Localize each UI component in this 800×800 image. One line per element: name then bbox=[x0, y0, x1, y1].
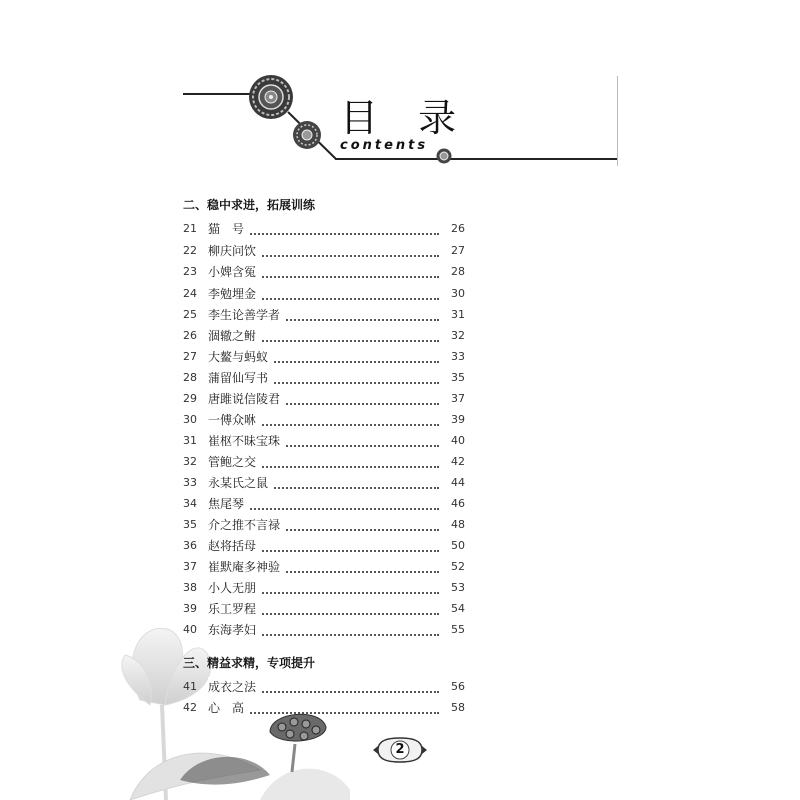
entry-number: 21 bbox=[183, 222, 197, 235]
dot-leader bbox=[243, 613, 439, 615]
toc-entry[interactable] bbox=[183, 677, 465, 697]
section-heading: 三、精益求精，专项提升 bbox=[183, 656, 316, 670]
section-heading: 二、稳中求进，拓展训练 bbox=[183, 198, 316, 212]
entry-number: 28 bbox=[183, 371, 197, 384]
entry-page: 44 bbox=[451, 476, 465, 489]
entry-title: 东海孝妇 bbox=[208, 620, 260, 640]
entry-number: 38 bbox=[183, 581, 197, 594]
entry-page: 52 bbox=[451, 560, 465, 573]
entry-page: 54 bbox=[451, 602, 465, 615]
ornament-medallion-icon bbox=[248, 74, 294, 120]
entry-title: 蒲留仙写书 bbox=[208, 368, 272, 388]
toc-entry[interactable] bbox=[183, 431, 465, 451]
entry-page: 56 bbox=[451, 680, 465, 693]
entry-number: 36 bbox=[183, 539, 197, 552]
toc-entry[interactable] bbox=[183, 698, 465, 718]
entry-page: 55 bbox=[451, 623, 465, 636]
toc-entry[interactable] bbox=[183, 241, 465, 261]
dot-leader bbox=[243, 233, 439, 235]
entry-page: 42 bbox=[451, 455, 465, 468]
entry-title: 永某氏之鼠 bbox=[208, 473, 272, 493]
dot-leader bbox=[243, 361, 439, 363]
entry-title: 小婢含冤 bbox=[208, 262, 260, 282]
entry-page: 40 bbox=[451, 434, 465, 447]
dot-leader bbox=[243, 298, 439, 300]
entry-number: 40 bbox=[183, 623, 197, 636]
dot-leader bbox=[243, 634, 439, 636]
page-number: 2 bbox=[395, 742, 405, 757]
dot-leader bbox=[243, 424, 439, 426]
entry-title: 成衣之法 bbox=[208, 677, 260, 697]
ornament-rosette-icon bbox=[292, 120, 322, 150]
entry-title: 猫 号 bbox=[208, 219, 248, 239]
entry-page: 26 bbox=[451, 222, 465, 235]
entry-title: 唐雎说信陵君 bbox=[208, 389, 284, 409]
entry-number: 27 bbox=[183, 350, 197, 363]
entry-number: 34 bbox=[183, 497, 197, 510]
toc-entry[interactable] bbox=[183, 515, 465, 535]
entry-title: 柳庆问饮 bbox=[208, 241, 260, 261]
entry-number: 33 bbox=[183, 476, 197, 489]
dot-leader bbox=[243, 276, 439, 278]
toc-entry[interactable] bbox=[183, 305, 465, 325]
entry-number: 26 bbox=[183, 329, 197, 342]
entry-number: 24 bbox=[183, 287, 197, 300]
entry-title: 大鳌与蚂蚁 bbox=[208, 347, 272, 367]
entry-title: 乐工罗程 bbox=[208, 599, 260, 619]
toc-entry[interactable] bbox=[183, 284, 465, 304]
entry-title: 一傅众咻 bbox=[208, 410, 260, 430]
entry-title: 李生论善学者 bbox=[208, 305, 284, 325]
dot-leader bbox=[243, 255, 439, 257]
toc-entry[interactable] bbox=[183, 262, 465, 282]
entry-number: 41 bbox=[183, 680, 197, 693]
ornament-dot-icon bbox=[436, 148, 452, 164]
entry-number: 23 bbox=[183, 265, 197, 278]
entry-page: 35 bbox=[451, 371, 465, 384]
entry-page: 46 bbox=[451, 497, 465, 510]
entry-page: 53 bbox=[451, 581, 465, 594]
entry-page: 33 bbox=[451, 350, 465, 363]
dot-leader bbox=[243, 592, 439, 594]
toc-entry[interactable] bbox=[183, 410, 465, 430]
entry-page: 32 bbox=[451, 329, 465, 342]
dot-leader bbox=[243, 340, 439, 342]
dot-leader bbox=[243, 712, 439, 714]
entry-page: 30 bbox=[451, 287, 465, 300]
entry-number: 31 bbox=[183, 434, 197, 447]
entry-number: 39 bbox=[183, 602, 197, 615]
toc-entry[interactable] bbox=[183, 536, 465, 556]
entry-page: 39 bbox=[451, 413, 465, 426]
entry-page: 27 bbox=[451, 244, 465, 257]
dot-leader bbox=[243, 550, 439, 552]
entry-title: 心 高 bbox=[208, 698, 248, 718]
toc-entry[interactable] bbox=[183, 473, 465, 493]
entry-title: 小人无朋 bbox=[208, 578, 260, 598]
entry-number: 29 bbox=[183, 392, 197, 405]
entry-title: 赵将括母 bbox=[208, 536, 260, 556]
entry-number: 37 bbox=[183, 560, 197, 573]
entry-page: 48 bbox=[451, 518, 465, 531]
toc-entry[interactable] bbox=[183, 347, 465, 367]
page-title: 目 录 bbox=[340, 96, 471, 140]
entry-page: 37 bbox=[451, 392, 465, 405]
entry-number: 25 bbox=[183, 308, 197, 321]
entry-title: 崔枢不昧宝珠 bbox=[208, 431, 284, 451]
entry-title: 焦尾琴 bbox=[208, 494, 248, 514]
dot-leader bbox=[243, 466, 439, 468]
dot-leader bbox=[243, 508, 439, 510]
entry-title: 涸辙之鲋 bbox=[208, 326, 260, 346]
toc-entry[interactable] bbox=[183, 557, 465, 577]
entry-page: 58 bbox=[451, 701, 465, 714]
toc-entry[interactable] bbox=[183, 452, 465, 472]
toc-entry[interactable] bbox=[183, 368, 465, 388]
toc-entry[interactable] bbox=[183, 578, 465, 598]
toc-entry[interactable] bbox=[183, 389, 465, 409]
entry-title: 李勉埋金 bbox=[208, 284, 260, 304]
entry-number: 32 bbox=[183, 455, 197, 468]
entry-page: 28 bbox=[451, 265, 465, 278]
entry-number: 22 bbox=[183, 244, 197, 257]
entry-number: 30 bbox=[183, 413, 197, 426]
entry-page: 50 bbox=[451, 539, 465, 552]
toc-entry[interactable] bbox=[183, 326, 465, 346]
toc-entry[interactable] bbox=[183, 494, 465, 514]
entry-page: 31 bbox=[451, 308, 465, 321]
dot-leader bbox=[243, 382, 439, 384]
page-subtitle: contents bbox=[340, 138, 429, 153]
entry-title: 管鲍之交 bbox=[208, 452, 260, 472]
toc-entry[interactable] bbox=[183, 219, 465, 239]
dot-leader bbox=[243, 691, 439, 693]
entry-number: 42 bbox=[183, 701, 197, 714]
entry-title: 崔默庵多神验 bbox=[208, 557, 284, 577]
entry-title: 介之推不言禄 bbox=[208, 515, 284, 535]
dot-leader bbox=[243, 487, 439, 489]
entry-number: 35 bbox=[183, 518, 197, 531]
